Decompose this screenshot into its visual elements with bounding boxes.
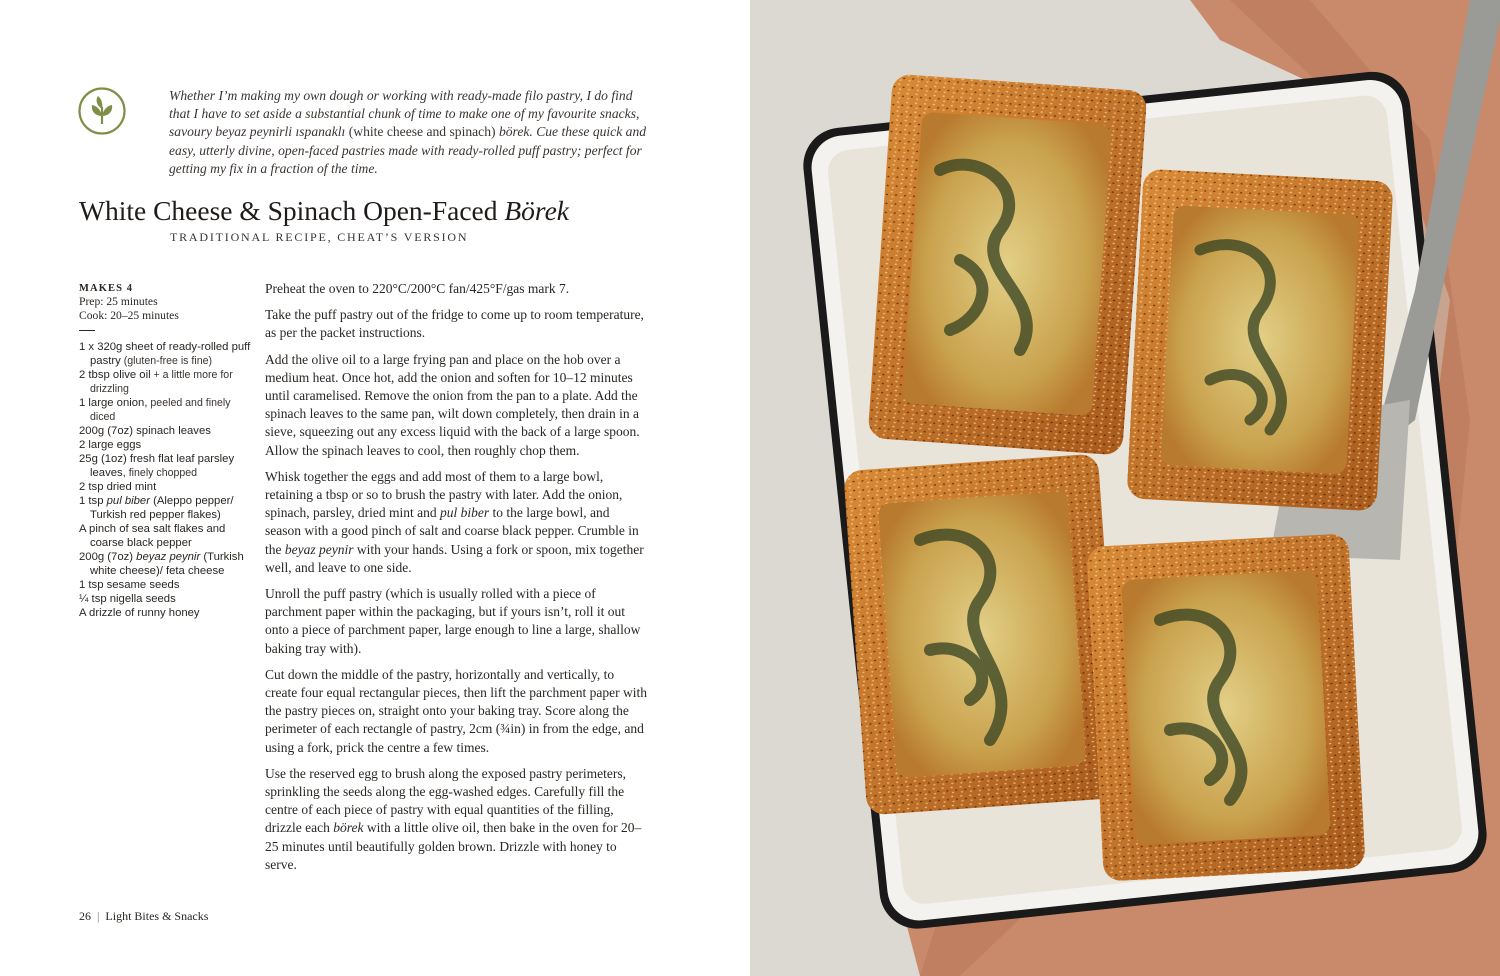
ingredient-item: 1 large onion, peeled and finely diced (79, 397, 231, 423)
leaf-logo-icon (78, 87, 126, 135)
page-footer (79, 909, 208, 924)
separator (79, 330, 95, 331)
ingredient-item: ¼ tsp nigella seeds (79, 593, 176, 605)
cook-time: Cook: 20–25 minutes (79, 309, 179, 322)
ingredient-item: 200g (7oz) spinach leaves (79, 425, 211, 437)
section-name: Light Bites & Snacks (105, 909, 209, 923)
intro-text: Whether I’m making my own dough or working with ready-made filo pastry, I do find that I have to set aside a substantial chunk of time to make one of my favourite snacks, savoury beyaz peynirli ıspanaklı (white cheese and spinach) börek. Cue these quick and easy, utterly divine, open-faced pastries made with ready-rolled puff pastry; perfect for getting my fix in a fraction of the time. (169, 88, 647, 176)
method-text (265, 280, 647, 882)
footer-divider: | (97, 909, 100, 923)
recipe-title: White Cheese & Spinach Open-Faced Börek (79, 195, 570, 226)
ingredient-item: 25g (1oz) fresh flat leaf parsley leaves, finely chopped (79, 453, 235, 479)
ingredient-item: 1 tsp sesame seeds (79, 579, 180, 591)
recipe-subtitle: TRADITIONAL RECIPE, CHEAT’S VERSION (170, 230, 469, 244)
method-step: Preheat the oven to 220°C/200°C fan/425°F/gas mark 7. (265, 281, 570, 296)
page-number: 26 (79, 909, 91, 923)
ingredient-item: 200g (7oz) beyaz peynir (Turkish white cheese)/ feta cheese (79, 551, 244, 577)
method-step: Use the reserved egg to brush along the exposed pastry perimeters, sprinkling the seeds along the egg-washed edges. Carefully fill the centre of each piece of pastry with equal quantities of the filling, drizzle each börek with a little olive oil, then bake in the oven for 20–25 minutes until beautifully golden brown. Drizzle with honey to serve. (265, 765, 642, 872)
ingredient-item: 2 tsp dried mint (79, 481, 157, 493)
method-step: Whisk together the eggs and add most of them to a large bowl, retaining a tbsp or so to brush the pastry with later. Add the onion, spinach, parsley, dried mint and pul biber to the large bowl, and season with a good pinch of salt and coarse black pepper. Crumble in the beyaz peynir with your hands. Using a fork or spoon, mix together well, and leave to one side. (265, 468, 644, 575)
prep-time: Prep: 25 minutes (79, 295, 158, 308)
method-step: Cut down the middle of the pastry, horizontally and vertically, to create four equal rectangular pieces, then lift the parchment paper with the pastry pieces on, straight onto your baking tray. Score along the perimeter of each rectangle of pastry, 2cm (¾in) in from the edge, and using a fork, prick the centre a few times. (265, 666, 647, 755)
food-photo (750, 0, 1500, 976)
ingredient-item: A drizzle of runny honey (79, 607, 200, 619)
makes-label: MAKES 4 (79, 283, 134, 294)
ingredient-item: 2 large eggs (79, 439, 142, 451)
ingredient-item: A pinch of sea salt flakes and coarse black pepper (79, 523, 226, 549)
ingredient-item: 2 tbsp olive oil + a little more for drizzling (79, 369, 233, 395)
method-step: Take the puff pastry out of the fridge to come up to room temperature, as per the packet instructions. (265, 307, 644, 341)
method-step: Add the olive oil to a large frying pan and place on the hob over a medium heat. Once hot, add the onion and soften for 10–12 minutes until caramelised. Remove the onion from the pan to a plate. Add the spinach leaves to the same pan, wilt down completely, then drain in a sieve, squeezing out any excess liquid with the back of a large spoon. Allow the spinach leaves to cool, then roughly chop them. (265, 351, 640, 458)
method-step: Unroll the puff pastry (which is usually rolled with a piece of parchment paper within the packaging, but if yours isn’t, roll it out onto a piece of parchment paper, large enough to line a large, shallow baking tray with). (265, 586, 641, 656)
ingredient-item: 1 x 320g sheet of ready-rolled puff pastry (gluten-free is fine) (79, 341, 251, 367)
ingredient-item: 1 tsp pul biber (Aleppo pepper/ Turkish red pepper flakes) (79, 495, 234, 521)
ingredients-list (79, 282, 251, 620)
borek-tray-illustration (750, 0, 1500, 976)
